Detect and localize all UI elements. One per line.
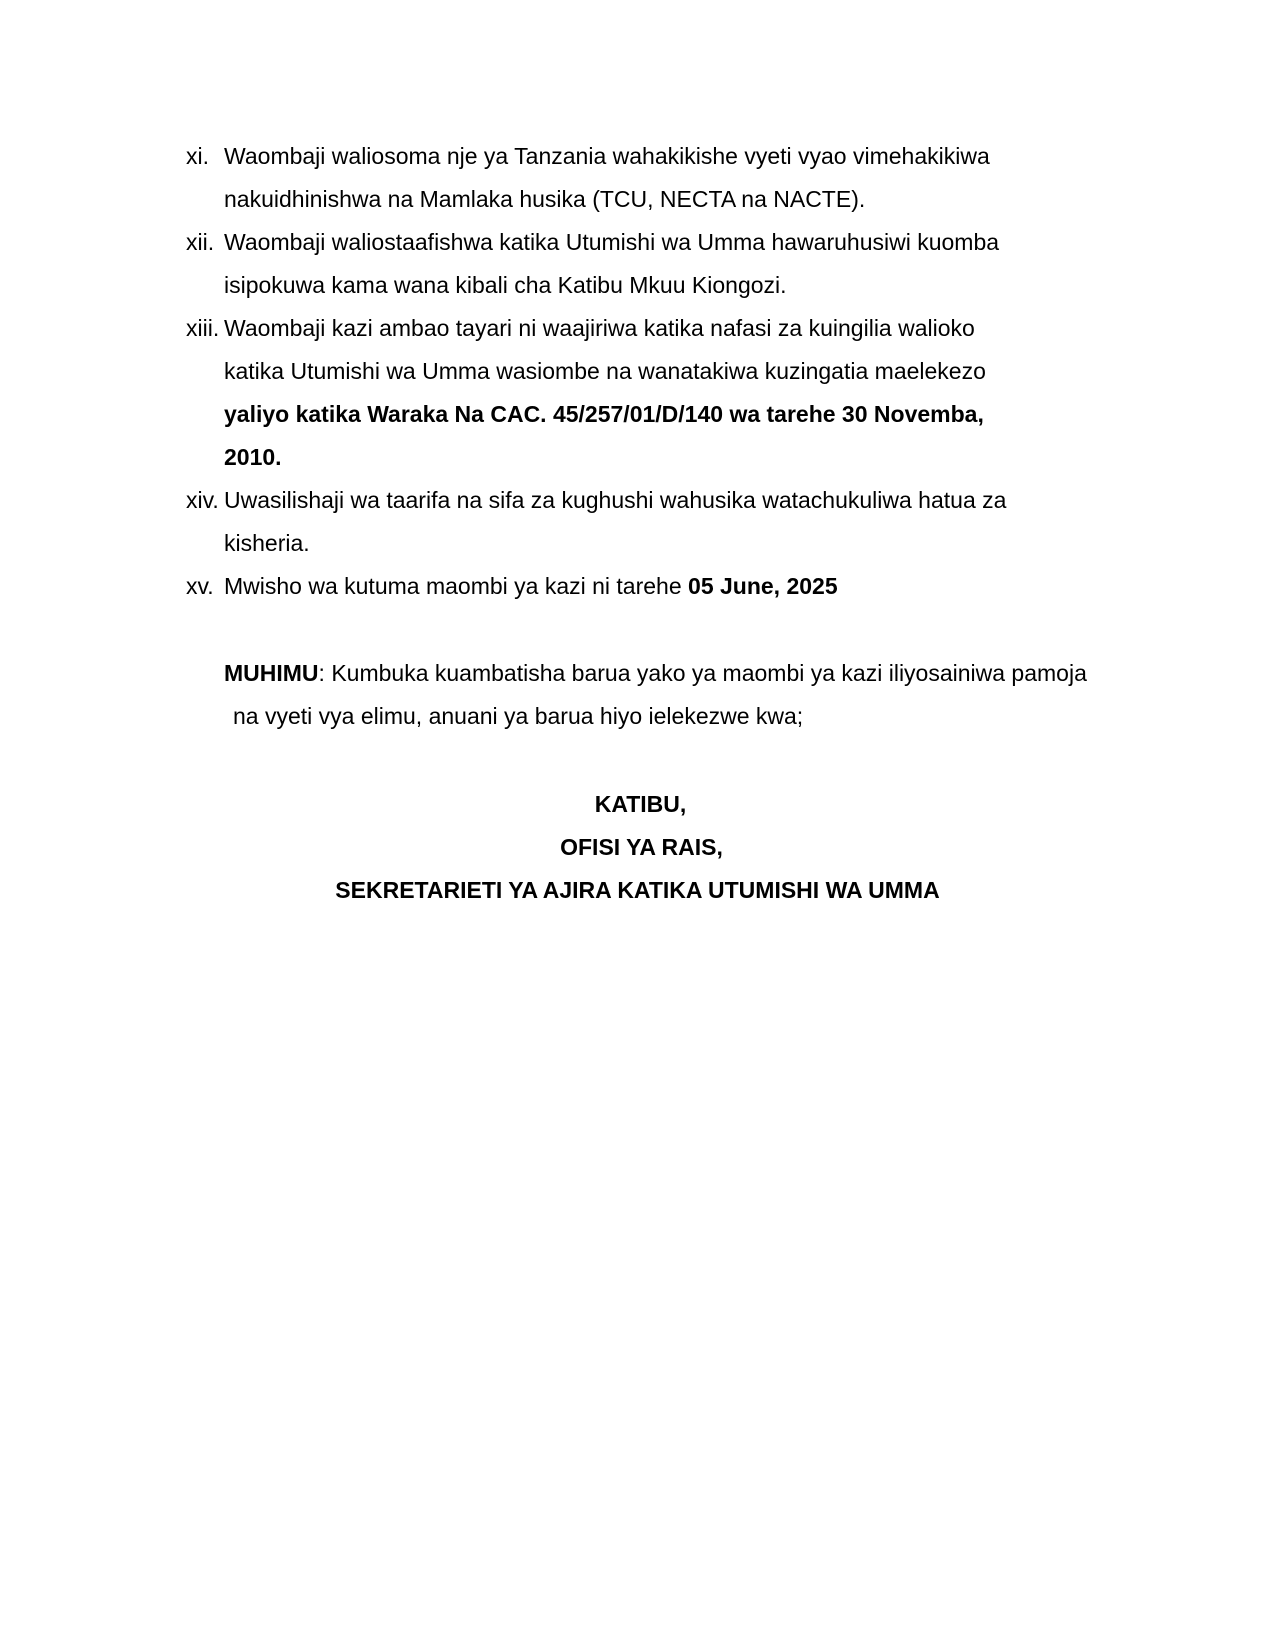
item-text-line: Waombaji waliostaafishwa katika Utumishi wa Umma hawaruhusiwi kuomba	[224, 229, 1000, 255]
address-office: OFISI YA RAIS,	[560, 834, 723, 860]
item-text-line: katika Utumishi wa Umma wasiombe na wanatakiwa kuzingatia maelekezo	[224, 358, 986, 384]
list-item	[186, 221, 1086, 307]
important-note	[224, 652, 1184, 738]
list-marker: xi.	[186, 143, 209, 169]
list-marker: xiv.	[186, 487, 219, 513]
requirements-list	[186, 135, 1086, 608]
list-marker: xiii.	[186, 315, 220, 341]
circular-reference-year: 2010.	[224, 444, 282, 470]
list-item	[186, 479, 1086, 565]
item-text-line: kisheria.	[224, 530, 310, 556]
item-text-line: Waombaji waliosoma nje ya Tanzania wahakikishe vyeti vyao vimehakikiwa	[224, 143, 990, 169]
deadline-text: Mwisho wa kutuma maombi ya kazi ni tarehe	[224, 573, 689, 599]
deadline-line	[224, 565, 1086, 608]
list-marker: xv.	[186, 573, 214, 599]
list-item	[186, 307, 1086, 479]
item-text-line: Waombaji kazi ambao tayari ni waajiriwa katika nafasi za kuingilia walioko	[224, 315, 975, 341]
address-title: KATIBU,	[594, 791, 687, 817]
item-text-line: nakuidhinishwa na Mamlaka husika (TCU, NECTA na NACTE).	[224, 186, 866, 212]
note-label: MUHIMU	[224, 660, 319, 686]
list-marker: xii.	[186, 229, 215, 255]
circular-reference-line: yaliyo katika Waraka Na CAC. 45/257/01/D/140 wa tarehe 30 Novemba,	[224, 401, 984, 427]
item-text-line: Uwasilishaji wa taarifa na sifa za kughushi wahusika watachukuliwa hatua za	[224, 487, 1007, 513]
item-text-line: isipokuwa kama wana kibali cha Katibu Mkuu Kiongozi.	[224, 272, 787, 298]
list-item	[186, 565, 1086, 608]
deadline-date: 05 June, 2025	[688, 573, 838, 599]
note-text: : Kumbuka kuambatisha barua yako ya maombi ya kazi iliyosainiwa pamoja	[318, 660, 1087, 686]
note-text-continued: na vyeti vya elimu, anuani ya barua hiyo ielekezwe kwa;	[233, 703, 804, 729]
note-line	[224, 652, 1184, 695]
address-secretariat: SEKRETARIETI YA AJIRA KATIKA UTUMISHI WA UMMA	[335, 877, 940, 903]
list-item	[186, 135, 1086, 221]
recipient-address	[0, 783, 1275, 912]
